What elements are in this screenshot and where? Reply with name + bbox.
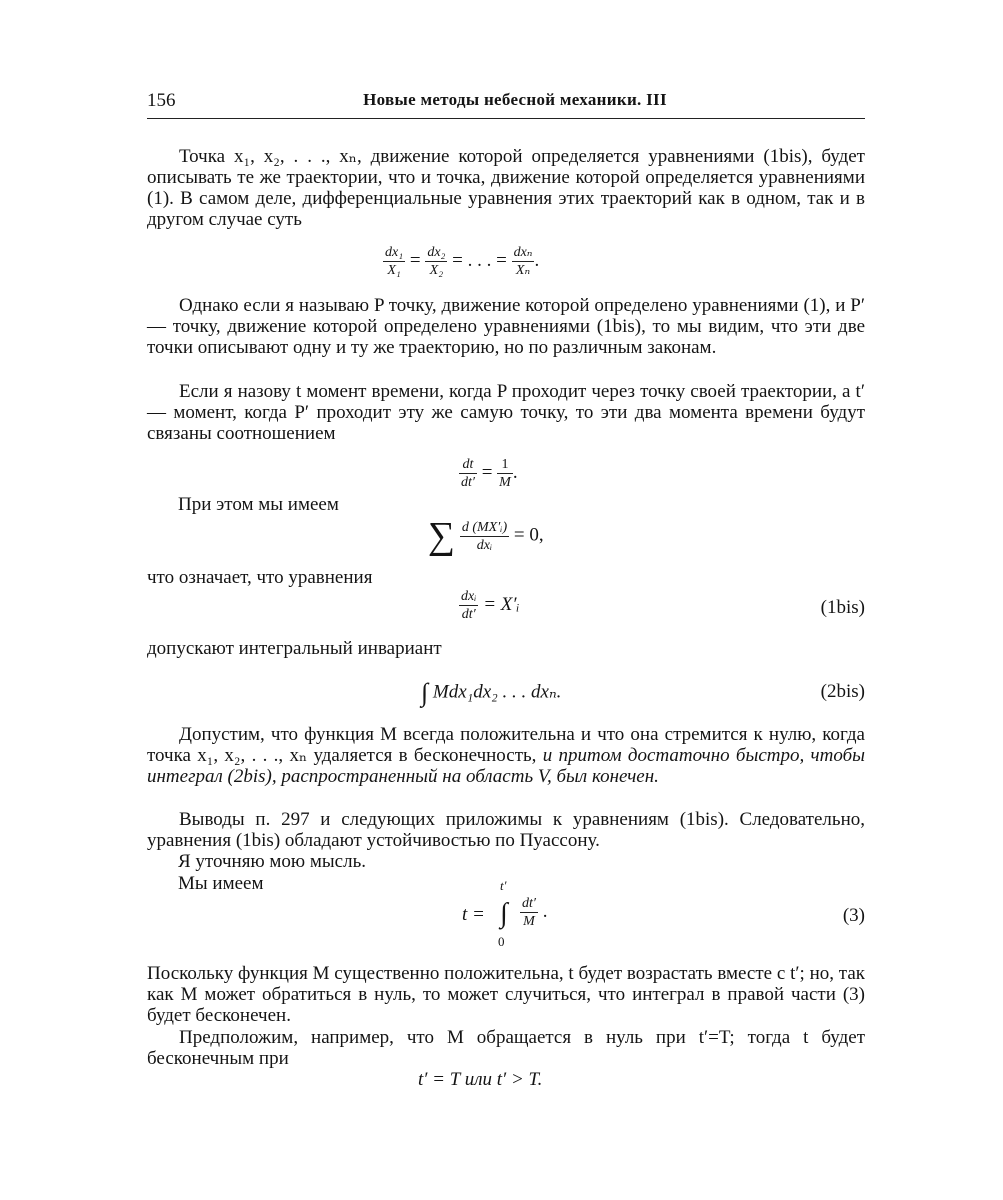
paragraph-11: Поскольку функция M существенно положительна, t будет возрастать вместе с t′; но, так как M может обратиться в нуль, то может случиться, что интеграл в правой части (3) будет бесконечен.	[147, 963, 865, 1026]
running-title: Новые методы небесной механики. III	[363, 90, 667, 109]
label-3: (3)	[842, 905, 865, 926]
paragraph-12: Предположим, например, что M обращается в нуль при t′=T; тогда t будет бесконечным при	[147, 1027, 865, 1069]
sum-sign: ∑	[428, 515, 456, 557]
equation-3-integral-sign: ∫	[500, 898, 508, 929]
paragraph-1: Точка x₁, x₂, . . ., xₙ, движение которой определяется уравнениями (1bis), будет описывать те же траектории, что и точка, движение которой определяется уравнениями (1). В самом деле, дифференциальные уравнения этих траекторий как в одном, так и в другом случае суть	[147, 146, 865, 230]
paragraph-3: Если я назову t момент времени, когда P проходит через точку своей траектории, а t′ — момент, когда P′ проходит эту же самую точку, то эти два момента времени будут связаны соотношением	[147, 381, 865, 444]
equation-2bis: ∫ Mdx₁dx₂ . . . dxₙ.	[421, 678, 562, 707]
paragraph-6: допускают интегральный инвариант	[147, 638, 442, 659]
dt-relation-equation: $\frac{dt}{dt'}$ = $\frac{1}{M}$ .	[461, 457, 518, 490]
paragraph-10: Мы имеем	[178, 873, 264, 894]
paragraph-9: Я уточняю мою мысль.	[178, 851, 366, 872]
equation-1bis: $\frac{\text{dxᵢ}}{dt'}$ = X′ᵢ	[461, 589, 520, 622]
paragraph-7: Допустим, что функция M всегда положительна и что она стремится к нулю, когда точка x₁, x₂, . . ., xₙ удаляется в бесконечность, и притом достаточно быстро, чтобы интеграл (2bis), распространенный на область V, был конечен.	[147, 724, 865, 787]
trajectory-equation: $\frac{\text{dx₁}}{\text{X₁}}$ = $\frac{\text{dx₂}}{\text{X₂}}$ = . . . = $\frac{\text{dxₙ}}{\text{Xₙ}}$ .	[385, 245, 540, 278]
label-2bis: (2bis)	[820, 681, 865, 702]
equation-3-lhs: t =	[462, 904, 485, 925]
paragraph-2: Однако если я называю P точку, движение которой определено уравнениями (1), и P′ — точку, движение которой определено уравнениями (1bis), то мы видим, что эти две точки описывают одну и ту же траекторию, но по различным законам.	[147, 295, 865, 358]
label-1bis: (1bis)	[820, 597, 865, 618]
header-rule	[147, 118, 865, 119]
equation-3-lower-limit: 0	[498, 934, 505, 949]
paragraph-7-italic: и притом достаточно быстро, чтобы интеграл (2bis), распространенный на область V, был конечен.	[147, 745, 865, 787]
paragraph-8: Выводы п. 297 и следующих приложимы к уравнениям (1bis). Следовательно, уравнения (1bis) обладают устойчивостью по Пуассону.	[147, 809, 865, 851]
equation-3-fraction: $\frac{dt'}{M}$ .	[522, 896, 548, 929]
integral-sign: ∫	[421, 678, 429, 707]
equation-3-upper-limit: t′	[500, 878, 507, 893]
final-condition: t′ = T или t′ > T.	[418, 1069, 543, 1090]
sum-equation: ∑ $\frac{\text{d (MX′ᵢ)}}{\text{dxᵢ}}$ = 0,	[428, 515, 544, 557]
paragraph-4: При этом мы имеем	[178, 494, 339, 515]
paragraph-5: что означает, что уравнения	[147, 567, 373, 588]
page-number: 156	[147, 90, 176, 111]
